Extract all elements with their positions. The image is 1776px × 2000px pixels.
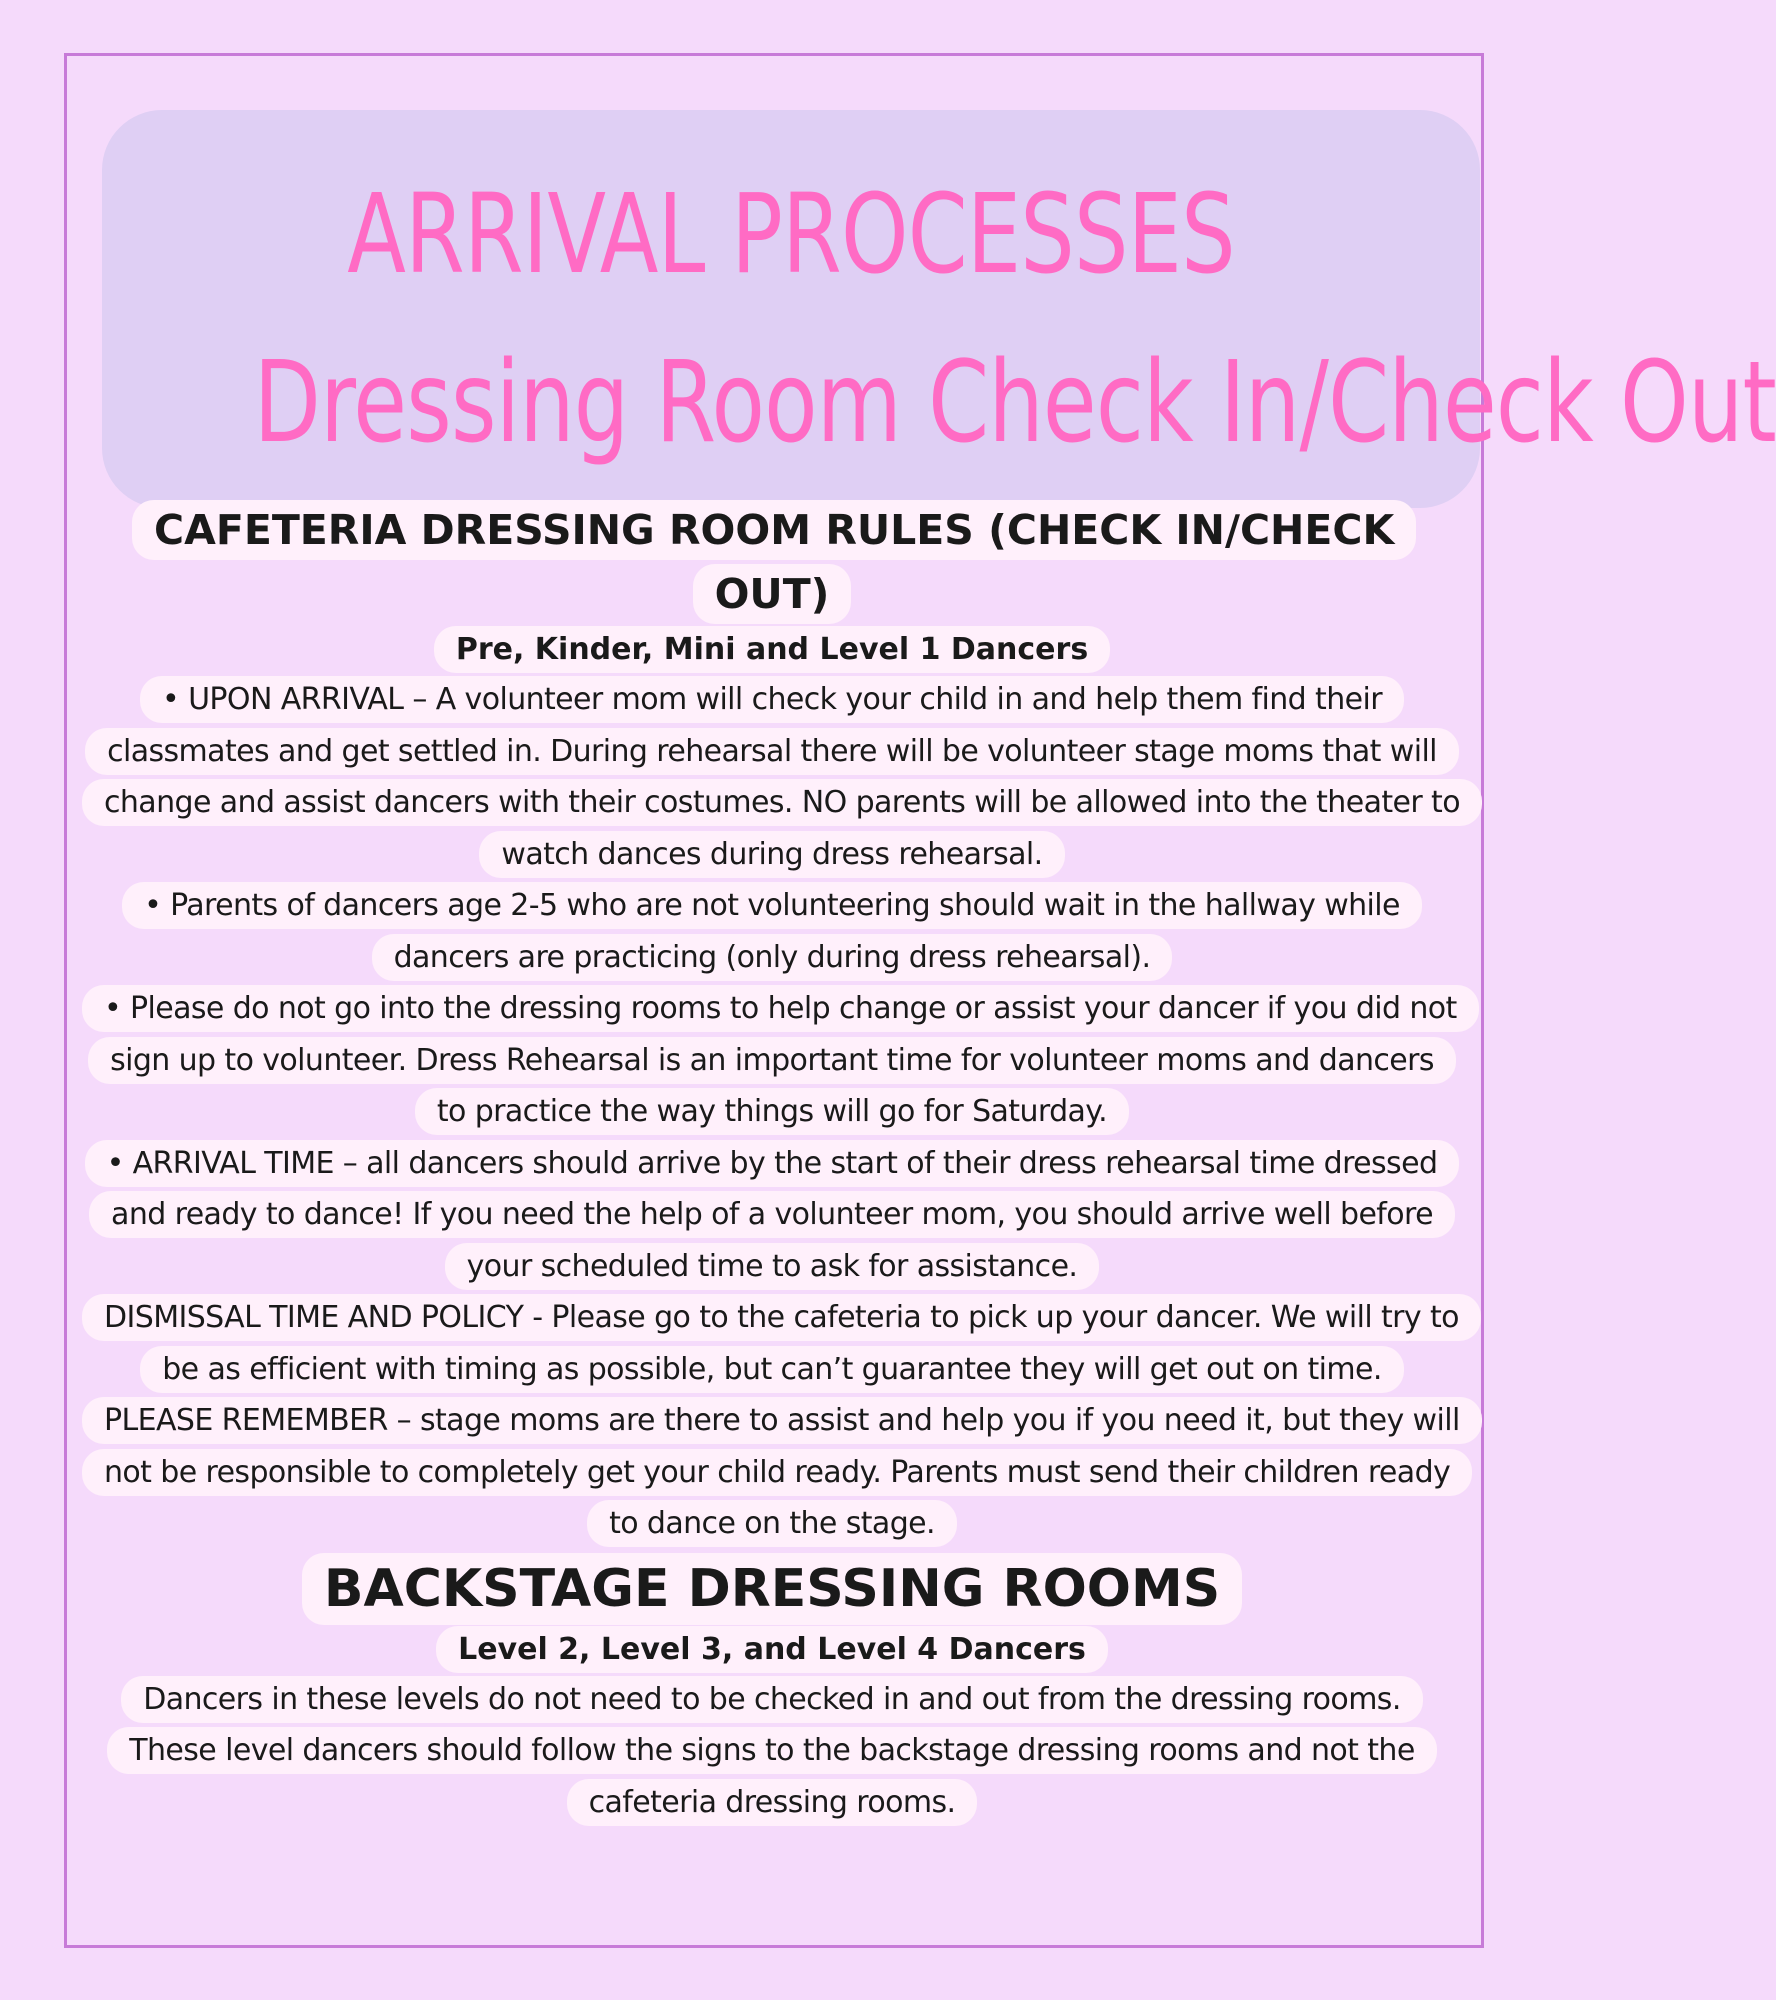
paragraph-parents-hallway: • Parents of dancers age 2-5 who are not volunteering should wait in the hallway while dancers are practicing (only during dress rehearsal). <box>82 880 1462 983</box>
cafeteria-subheading: Pre, Kinder, Mini and Level 1 Dancers <box>82 626 1462 674</box>
cafeteria-heading: CAFETERIA DRESSING ROOM RULES (CHECK IN/CHECK OUT) <box>132 498 1412 626</box>
page-title: ARRIVAL PROCESSES <box>347 170 1235 298</box>
page-subtitle: Dressing Room Check In/Check Out <box>253 338 1776 468</box>
paragraph-arrival-time: • ARRIVAL TIME – all dancers should arrive by the start of their dress rehearsal time dressed and ready to dance! If you need the help of a volunteer mom, you should arrive well before your scheduled time to ask for assistance. <box>82 1138 1462 1293</box>
backstage-subheading: Level 2, Level 3, and Level 4 Dancers <box>82 1626 1462 1674</box>
paragraph-no-dressing-room: • Please do not go into the dressing rooms to help change or assist your dancer if you did not sign up to volunteer. Dress Rehearsal is an important time for volunteer moms and dancers to practice the way things will go for Saturday. <box>82 983 1462 1138</box>
paragraph-please-remember: PLEASE REMEMBER – stage moms are there to assist and help you if you need it, but they will not be responsible to completely get your child ready. Parents must send their children ready to dance on the stage. <box>82 1395 1462 1550</box>
paragraph-upon-arrival: • UPON ARRIVAL – A volunteer mom will check your child in and help them find their classmates and get settled in. During rehearsal there will be volunteer stage moms that will change and assist dancers with their costumes. NO parents will be allowed into the theater to watch dances during dress rehearsal. <box>82 674 1462 880</box>
document-body <box>82 498 1462 1828</box>
paragraph-dismissal: DISMISSAL TIME AND POLICY - Please go to the cafeteria to pick up your dancer. We will try to be as efficient with timing as possible, but can’t guarantee they will get out on time. <box>82 1292 1462 1395</box>
backstage-heading: BACKSTAGE DRESSING ROOMS <box>82 1552 1462 1626</box>
paragraph-backstage: Dancers in these levels do not need to be checked in and out from the dressing rooms. These level dancers should follow the signs to the backstage dressing rooms and not the cafeteria dressing rooms. <box>82 1674 1462 1829</box>
